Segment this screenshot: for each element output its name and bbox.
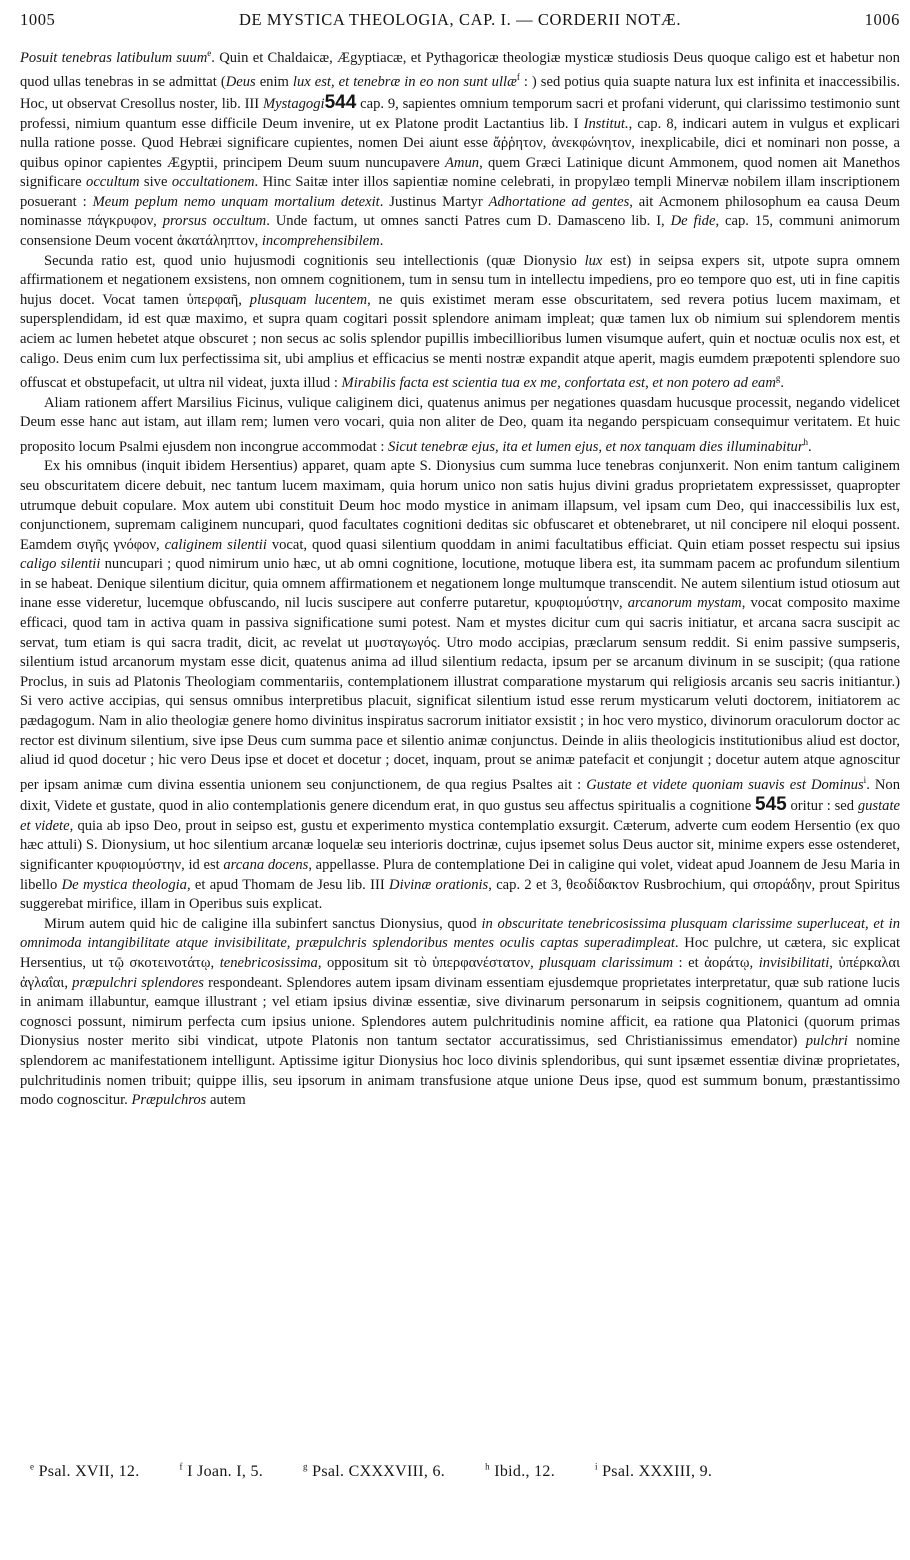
text-run: , appellasse. Plura de contemplatione Dei in caligine qui volet, videat apud Joannem de Jesu Maria in libello (20, 857, 900, 893)
text-run: respondeant. Splendores autem ipsam divinam essentiam ejusdemque proprietates interpretatur, quæ sub ratione lucis in animam illabuntur, eamque illustrant ; vel etiam ipsius divinæ essentiæ, sive divinarum personarum in seipsis cognitionem, quantum ad omnia cognosci possunt, nimirum perfecta cum ipsius unione. Splendores autem pulchritudinis nomine afficit, ea ratione qua Platonici (quorum primas Dionysius noster merito sibi vindicat, utpote Platonis non tantum sectator accuratissimus, sed Christianissimus emendator) (20, 974, 900, 1050)
text-run: , oppositum sit τὸ ὑπερφανέστατον, (317, 955, 540, 972)
text-run: De mystica theologia (61, 876, 187, 893)
footnote-mark: h (485, 1462, 490, 1472)
text-run: : ) sed potius quia suapte natura lux est infinita et inaccessibilis. Hoc, ut observat Cresollus noster, lib. III (20, 74, 900, 112)
text-run: plusquam lucentem (249, 291, 368, 308)
text-run: sive (139, 174, 172, 191)
text-run: , quia ab ipso Deo, prout in seipso est, gustu et experimento mystica contemplatio exsurgit. Cæterum, adverte cum eodem Hersentio (ex quo hæc attuli) S. Dionysium, ut hoc silentium arcanæ loquelæ seu interioris doctrinæ, cujus ipsemet solus Deus auctor sit, minime expers esse ostenderet, significanter κρυφιομύστην, id est (20, 817, 900, 874)
text-run: autem (206, 1092, 246, 1109)
footnote (485, 1463, 575, 1480)
text-run: Sicut tenebræ ejus, ita et lumen ejus, et nox tanquam dies illuminabitur (388, 438, 804, 455)
text-run: lux est, et tenebræ in eo non sunt ullæ (292, 74, 517, 91)
text-run: Divinæ orationis (389, 876, 489, 893)
text-run: Secunda ratio est, quod unio hujusmodi cognitionis seu intellectionis (quæ Dionysio (44, 252, 585, 269)
text-run: cap. 9, sapientes omnium temporum sacri et profani viderunt, qui clarissimo testimonio sunt professi, nimium quantum esse difficile Deum invenire, ut ex Platone prodit Lactantius lib. I (20, 95, 900, 132)
margin-number: 545 (755, 794, 787, 816)
text-run: arcana docens (223, 857, 309, 874)
text-run: , cap. 8, indicari autem in vulgus et explicari nulla ratione posse. Quod Hebræi significare cupientes, nomen Dei aiunt esse ἄῤῥητον, ἀνεκφώνητον, inexplicabile, dici et nominari non posse, a quibus opinor capientes Ægyptii, principem Deum suum nuncupavere (20, 115, 900, 171)
footnote-text: Psal. CXXXVIII, 6. (307, 1463, 446, 1481)
text-run: Amun (445, 154, 480, 171)
text-run: pulchri (805, 1033, 848, 1050)
footnote-text: Ibid., 12. (489, 1463, 555, 1481)
text-run: : et ἀοράτῳ, (672, 955, 759, 972)
text-run: Ex his omnibus (inquit ibidem Hersentius) apparet, quam apte S. Dionysius cum summa luce tenebras conjunxerit. Non enim tantum caliginem seu obscuritatem dicere debuit, nec tantum lucem maximam, quia horum unico non satis hujus divini gradus proprietatem expressisset, quapropter utrumque debuit copulare. Mox autem ubi constituit Deum hoc modo mystice in animam illapsum, vel ipsam cum Deo, qui inaccessibilis lux est, conjunctionem, supremam caliginem nuncupari, quod facultates cognitioni deditas sic obfuscaret et obtenebraret, ut nil concipere nil eloqui possent. Eamdem σιγῆς γνόφον, (20, 458, 900, 553)
text-run: Mirum autem quid hic de caligine illa subinfert sanctus Dionysius, quod (44, 915, 482, 932)
text-run: Aliam rationem affert Marsilius Ficinus, vulique caliginem dici, quatenus animus per negationes quasdam hucusque processit, negando videlicet Deum esse hanc aut istam, aut illam rem; lumen vero vocari, quia non aliter de Deo, quam ita negando perspicuam consequimur veritatem. Et huic proposito locum Psalmi ejusdem non incongrue accommodat : (20, 394, 900, 455)
text-run: Gustate et videte quoniam suavis est Dominus (586, 776, 864, 793)
text-run: Præpulchros (131, 1092, 207, 1109)
text-run: Deus (225, 74, 256, 91)
text-run: tenebricosissima (219, 955, 318, 972)
paragraph (20, 915, 900, 1111)
text-run: Adhortatione ad gentes (488, 193, 630, 210)
text-run: , vocat composito maxime efficaci, quod tam in activa quam in passiva significatione sumi potest. Nam et mystes dicitur cum qui sacris initiatur, et arcana sacra suscipit ac servat, tum etiam is qui sacra tradit, dicit, ac revelat ut μυσταγωγός. Utro modo accipias, præclarum sensum reddit. Si enim passive sumpseris, silentium istud arcanorum mystam esse dicit, quatenus anima ad illud silentium redacta, ipsum per se arcanum divinum in se suscipit; (qua ratione Proclus, in suis ad Platonis Theologiam commentariis, contemplationem illustrat comparatione mystarum qui religiosis arcanis seu sacris initiantur.) Si vero active accipias, qui sensus omnibus interpretibus placuit, significat silentium istud esse rerum mysticarum veluti doctorem, initiatorem ac pædagogum. Nam in alio theologiæ genere homo divinitus inspiratus sacrorum initiator exsistit ; in hoc vero mystico, divinorum oraculorum doctor ac rector est divinum silentium, sive ipse Deus cum summa pace et silentio animæ conjunctus. Deinde in aliis theologicis institutionibus aliud est doctor, aliud id quod docetur ; hic vero Deus ipse et docet et docetur ; docet, inquam, prout se animæ patefacit et conjungit ; docetur autem atque agnoscitur per ipsam animæ cum divina essentia unionem seu conjunctionem, de qua regius Psaltes ait : (20, 595, 901, 793)
text-run: caligo silentii (20, 556, 101, 573)
text-run: , ait Acmonem philosophum ea causa Deum nominasse πάγκρυφον, (20, 193, 900, 230)
footnote (595, 1463, 732, 1480)
text-run: nuncupari ; quod nimirum unio hæc, ut ab omni cognitione, locutione, motuque libera est, ita summam pacem ac profundum silentium in se habeat. Denique silentium dicitur, quia omnem affirmationem et negationem longe multumque transcendit. Ne autem silentium istud otiosum aut inane esse videretur, lucemque obfuscando, nil lucis suscipere aut conferre putaretur, κρυφιομύστην, (20, 556, 901, 612)
text-run: . (808, 438, 812, 455)
right-page-number: 1006 (864, 10, 900, 29)
text-run: præpulchri splendores (72, 974, 204, 991)
margin-number: 544 (324, 91, 357, 113)
text-run: nomine splendorem ac manifestationem intelligunt. Aptissime igitur Dionysius hoc loco divinis splendoribus, qui sunt ipsæmet essentiæ divinæ proprietates, pulchritudinis nomen tribuit; quippe illis, seu ipsorum in animam transfusione atque unione Deus ipse, quod est summum bonum, præstantissimo modo cognoscitur. (20, 1033, 900, 1109)
footnote-mark: e (30, 1462, 35, 1472)
text-run: . Quin et Chaldaicæ, Ægyptiacæ, et Pythagoricæ theologiæ mysticæ studiosis Deus quoque caligo est et habetur non quod ullas tenebras in se admittat ( (20, 49, 900, 91)
text-run: in obscuritate tenebricosissima plusquam clarissime superluceat, et in omnimoda intangibilitate atque invisibilitate, præpulchris splendoribus mentes oculis captas superadimpleat (20, 915, 900, 952)
text-run: . Unde factum, ut omnes sancti Patres cum D. Damasceno lib. I, (266, 213, 671, 230)
footnote-ref: g (775, 373, 781, 384)
footnotes (30, 1462, 752, 1481)
text-run: , et apud Thomam de Jesu lib. III (186, 876, 390, 893)
text-run: incomprehensibilem (261, 233, 380, 250)
text-run: Mirabilis facta est scientia tua ex me, confortata est, et non potero ad eam (341, 375, 776, 392)
footnote-text: Psal. XVII, 12. (34, 1463, 140, 1481)
footnote-text: Psal. XXXIII, 9. (597, 1463, 713, 1481)
text-run: De fide (670, 213, 716, 230)
text-run: arcanorum mystam (627, 595, 742, 612)
text-run: . Non dixit, Videte et gustate, quod in alio contemplationis genere dicendum erat, in quo gustus seu affectus spiritualis a cognitione (20, 776, 900, 815)
text-run: . Justinus Martyr (379, 193, 489, 210)
footnote (30, 1463, 160, 1480)
text-run: Institut. (583, 115, 629, 132)
paragraph (20, 252, 900, 394)
paragraph (20, 457, 900, 915)
text-run: . Hoc pulchre, ut cætera, sic explicat Hersentius, ut τῷ σκοτεινοτάτῳ, (20, 935, 900, 972)
body-text (20, 44, 900, 1111)
text-run: occultum (86, 174, 140, 191)
text-run: occultationem (171, 174, 255, 191)
text-run: est) in seipsa expers sit, utpote supra omnem affirmationem et negationem exsistens, non omnem cognitionem, tum in sensu tum in intellectu impediens, pro eo tempore quo est, uti in fine capitis hujus docet. Vocat tamen ὑπερφαῆ, (20, 252, 900, 308)
footnote-ref: i (863, 774, 867, 785)
footnote-mark: g (303, 1462, 308, 1472)
footnote-mark: i (595, 1462, 598, 1472)
text-run: lux (584, 252, 603, 269)
text-run: , cap. 2 et 3, θεοδίδακτον Rusbrochium, qui σποράδην, prout Spiritus suggerebat mirifice, illam in Operibus suis explicat. (20, 876, 900, 913)
text-run: . (780, 375, 785, 392)
text-run: Meum peplum nemo unquam mortalium detexit (92, 193, 380, 210)
text-run: . (379, 233, 384, 250)
text-run: . Hinc Saitæ inter illos sapientiæ nomine celebrati, in propylæo templi Minervæ nobilem illam inscriptionem posuerant : (20, 174, 900, 210)
text-run: , quem Græci Latinique dicunt Ammonem, quod nomen ait Manethos significare (20, 154, 900, 191)
running-header (20, 10, 900, 34)
text-run: invisibilitati (758, 955, 830, 972)
text-run: plusquam clarissimum (539, 955, 673, 972)
text-run: enim (255, 74, 293, 91)
text-run: oritur : sed (786, 798, 858, 815)
page (20, 10, 900, 1550)
paragraph (20, 44, 900, 252)
running-title: DE MYSTICA THEOLOGIA, CAP. I. — CORDERII NOTÆ. (238, 10, 682, 29)
footnote-ref: e (207, 48, 212, 58)
text-run: caliginem silentii (164, 536, 267, 553)
footnote (303, 1463, 465, 1480)
footnote (180, 1463, 284, 1480)
text-run: , ne quis existimet meram esse obscuritatem, sed revera potius lucem maximam, et supersplendidam, id est quæ maximo, et supra quam cogitari possit splendore animam impleat; quæ tamen lux ob nimium sui splendorem mentis aciem ac lumen hebetet atque obscuret ; non secus ac solis splendor pupillis imbecillioribus lumen visumque aufert, quin et noctuæ oculis nox est, et caligo. Deus enim cum lux perfectissima sit, ubi amplius et efficacius se menti nostræ expandit atque aperit, magis eumdem præpotenti splendore suo offuscat et obstupefacit, ut ultra nil videat, juxta illud : (20, 291, 900, 392)
footnote-text: I Joan. I, 5. (182, 1463, 264, 1481)
footnote-mark: f (179, 1462, 183, 1472)
text-run: Mystagogi (262, 95, 325, 112)
footnote-ref: h (803, 436, 808, 447)
left-page-number: 1005 (20, 10, 56, 29)
paragraph (20, 394, 900, 458)
text-run: , cap. 15, communi animorum consensione Deum vocent ἀκατάληπτον, (20, 213, 900, 250)
text-run: prorsus occultum (162, 213, 267, 230)
text-run: Posuit tenebras latibulum suum (20, 49, 208, 66)
text-run: gustate et videte (20, 798, 900, 834)
text-run: vocat, quod quasi silentium quoddam in animi facultatibus efficiat. Quin etiam posset respectu sui ipsius (266, 536, 900, 553)
footnote-ref: f (516, 72, 520, 83)
text-run: , ὑπέρκαλαι ἀγλαΐαι, (20, 955, 900, 991)
